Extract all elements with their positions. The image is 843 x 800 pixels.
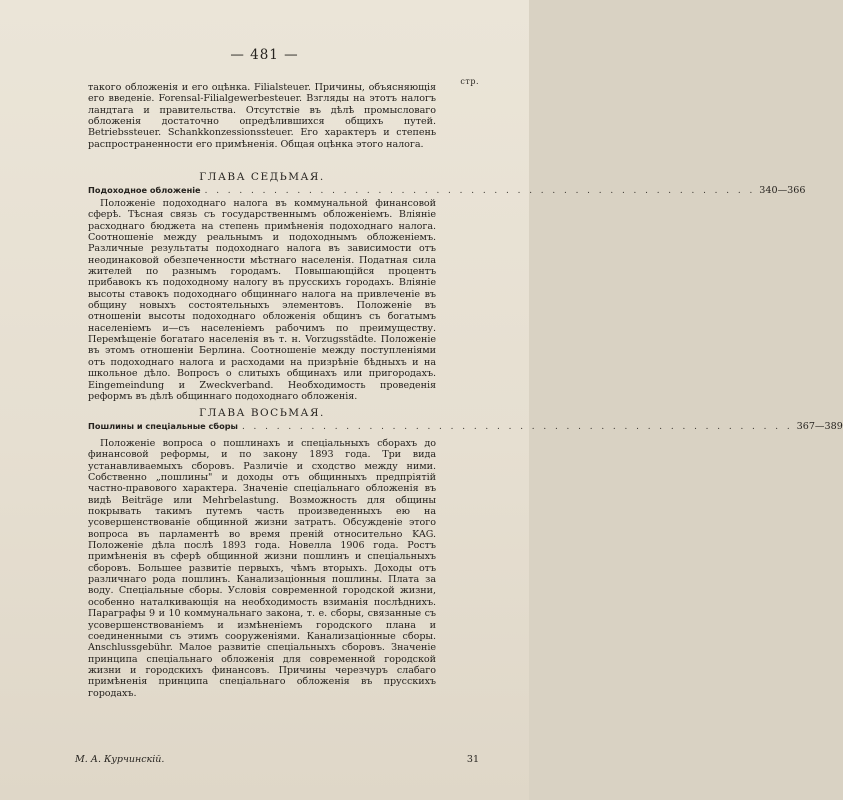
toc-entry-pages: 340—366 [759, 185, 806, 196]
chapter-eight-paragraph: Положеніе вопроса о пошлинахъ и спеціальныхъ сборахъ до финансовой реформы, и по закону 1893 года. Три вида устанавливаемыхъ сборовъ. Различіе и сходство между ними. Собственно „пошлины" и доходы отъ общинныхъ предпріятій частно-правового характера. Значеніе спеціальнаго обложенія въ видѣ Beiträge или Mehrbelastung. Возможность для общины покрывать такимъ путемъ часть произведенныхъ ею на усовершенствованіе общинной жизни затратъ. Обсужденіе этого вопроса въ парламентѣ во время преній относительно KAG. Положеніе дѣла послѣ 1893 года. Новелла 1906 года. Ростъ примѣненія въ сферѣ общинной жизни пошлинъ и спеціальныхъ сборовъ. Большее развитіе первыхъ, чѣмъ вторыхъ. Доходы отъ различнаго рода пошлинъ. Канализаціонныя пошлины. Плата за воду. Спеціальные сборы. Условія современной городской жизни, особенно наталкивающія на необходимость взиманія послѣднихъ. Параграфы 9 и 10 коммунальнаго закона, т. е. сборы, связанные съ усовершенствованіемъ и измѣненіемъ городского плана и соединенными съ этимъ сооруженіями. Канализаціонные сборы. Anschlussgebühr. Малое развитіе спеціальныхъ сборовъ. Значеніе принципа спеціальнаго обложенія для современной городской жизни и городскихъ финансовъ. Причины черезчуръ слабаго примѣненія принципа спеціальнаго обложенія въ прусскихъ городахъ. [88, 438, 436, 699]
toc-leader-dots: . . . . . . . . . . . . . . . . . . . . . . . . . . . . . . . . . . . . . . . . . . . . . . . . [204, 186, 756, 196]
chapter-seven-title: ГЛАВА СЕДЬМАЯ. [199, 171, 325, 183]
footer-signature-number: 31 [466, 754, 479, 765]
page-number: — 481 — [230, 47, 299, 63]
chapter-eight-title: ГЛАВА ВОСЬМАЯ. [199, 407, 325, 419]
intro-block [88, 82, 436, 150]
chapter-eight-toc-entry [88, 421, 843, 434]
chapter-eight-block [88, 438, 436, 699]
chapter-seven-block [88, 198, 436, 402]
toc-entry-pages: 367—389 [796, 421, 843, 432]
toc-entry-title: Подоходное обложеніе [88, 185, 201, 195]
page-footer [75, 754, 479, 765]
chapter-seven-toc-entry [88, 185, 806, 198]
column-label: стр. [460, 77, 479, 86]
toc-entry-title: Пошлины и спеціальные сборы [88, 421, 238, 431]
footer-author: М. А. Курчинскій. [75, 754, 165, 765]
toc-leader-dots: . . . . . . . . . . . . . . . . . . . . . . . . . . . . . . . . . . . . . . . . . . . . . . . . [241, 422, 793, 432]
chapter-seven-paragraph: Положеніе подоходнаго налога въ коммунальной финансовой сферѣ. Тѣсная связь съ государственнымъ обложеніемъ. Вліяніе расходнаго бюджета на степень примѣненія подоходнаго налога. Соотношеніе между реальнымъ и подоходнымъ обложеніемъ. Различные результаты подоходнаго налога въ зависимости отъ неодинаковой обезпеченности мѣстнаго населенія. Податная сила жителей по разнымъ городамъ. Повышающійся процентъ прибавокъ къ подоходному налогу въ прусскихъ городахъ. Вліяніе высоты ставокъ подоходнаго общиннаго налога на привлеченіе въ общину новыхъ состоятельныхъ элементовъ. Положеніе въ отношеніи высоты подоходнаго обложенія общинъ съ богатымъ населеніемъ и—съ населеніемъ рабочимъ по преимуществу. Перемѣщеніе богатаго населенія въ т. н. Vorzugsstädte. Положеніе въ этомъ отношеніи Берлина. Соотношеніе между поступленіями отъ подоходнаго налога и расходами на призрѣніе бѣдныхъ и на школьное дѣло. Вопросъ о слитыхъ общинахъ или пригородахъ. Eingemeindung и Zweckverband. Необходимость проведенія реформъ въ дѣлѣ общиннаго подоходнаго обложенія. [88, 198, 436, 402]
intro-paragraph: такого обложенія и его оцѣнка. Filialsteuer. Причины, объясняющія его введеніе. Forensal-Filialgewerbesteuer. Взгляды на этотъ налогъ ландтага и правительства. Отсутствіе въ дѣлѣ промысловаго обложенія достаточно опредѣлившихся общихъ путей. Betriebssteuer. Schankkonzessionssteuer. Его характеръ и степень распространенности его примѣненія. Общая оцѣнка этого налога. [88, 82, 436, 150]
